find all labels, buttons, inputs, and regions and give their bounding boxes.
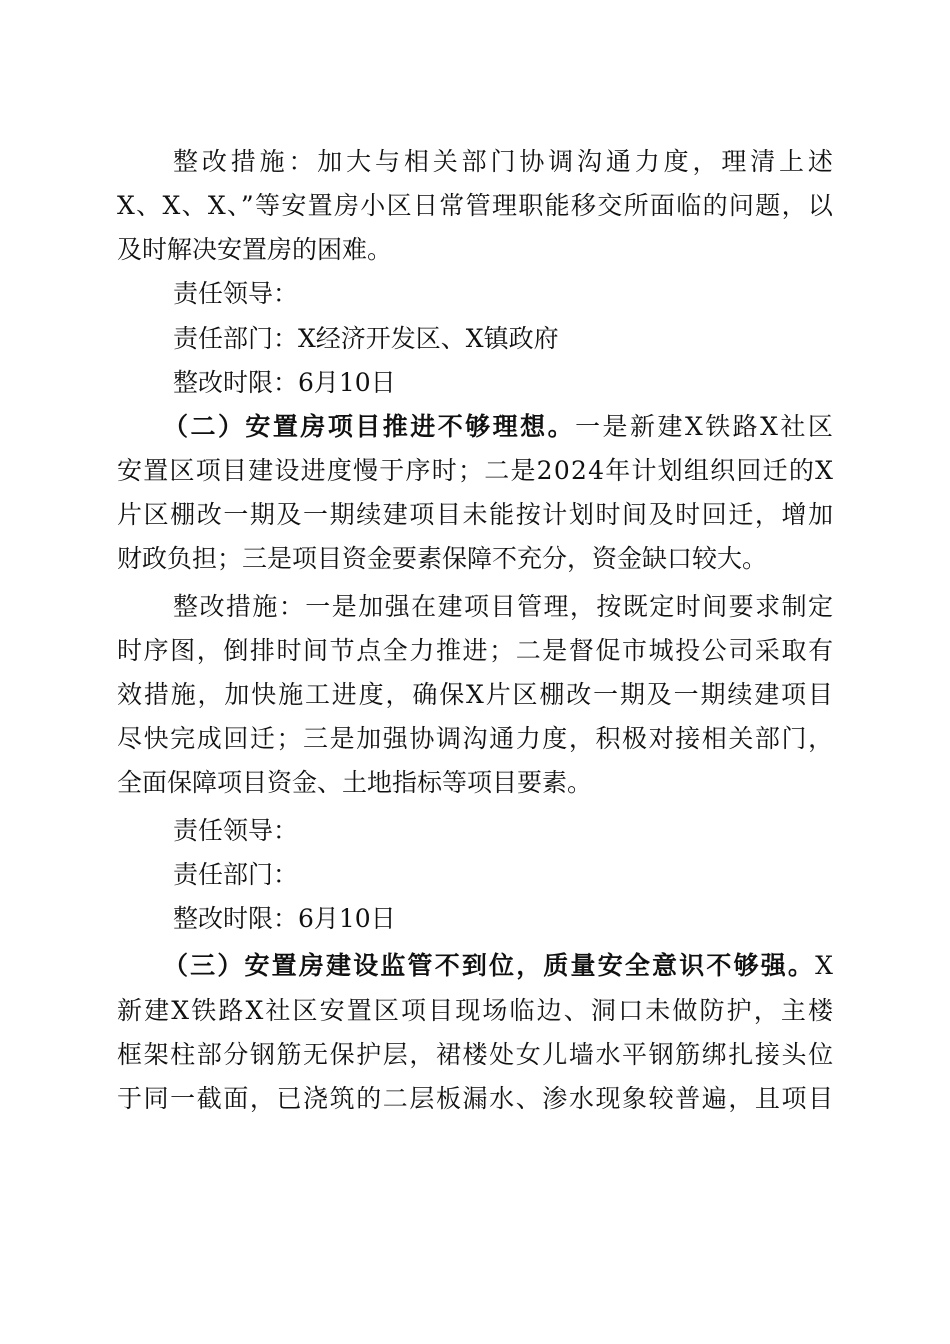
section-heading-line: （二）安置房项目推进不够理想。一是新建X铁路X社区 — [163, 412, 836, 441]
paragraph-line: 财政负担；三是项目资金要素保障不充分，资金缺口较大。 — [117, 544, 768, 573]
responsible-leader-line: 责任领导： — [173, 816, 299, 845]
paragraph-line: 于同一截面，已浇筑的二层板漏水、渗水现象较普遍，且项目 — [117, 1084, 835, 1113]
paragraph-line: 片区棚改一期及一期续建项目未能按计划时间及时回迁，增加 — [117, 500, 835, 529]
paragraph-line: 效措施，加快施工进度，确保X片区棚改一期及一期续建项目 — [117, 680, 835, 709]
deadline-line: 整改时限：6月10日 — [173, 904, 396, 933]
responsible-department-line: 责任部门： — [173, 860, 299, 889]
paragraph-line: 框架柱部分钢筋无保护层，裙楼处女儿墙水平钢筋绑扎接头位 — [117, 1040, 835, 1069]
paragraph-line: 整改措施：一是加强在建项目管理，按既定时间要求制定 — [173, 592, 835, 621]
paragraph-line: 尽快完成回迁；三是加强协调沟通力度，积极对接相关部门， — [117, 724, 835, 753]
paragraph-line: 整改措施：加大与相关部门协调沟通力度，理清上述 — [173, 147, 837, 176]
responsible-department-line: 责任部门：X经济开发区、X镇政府 — [173, 324, 559, 353]
paragraph-line: 新建X铁路X社区安置区项目现场临边、洞口未做防护，主楼 — [117, 996, 836, 1025]
section-heading-line: （三）安置房建设监管不到位，质量安全意识不够强。X — [163, 951, 836, 980]
paragraph-line: 安置区项目建设进度慢于序时；二是2024年计划组织回迁的X — [117, 456, 835, 485]
responsible-leader-line: 责任领导： — [173, 279, 299, 308]
paragraph-line: X、X、X、”等安置房小区日常管理职能移交所面临的问题，以 — [117, 191, 835, 220]
section-heading: （二）安置房项目推进不够理想。 — [163, 412, 576, 441]
paragraph-line: 时序图，倒排时间节点全力推进；二是督促市城投公司采取有 — [117, 636, 835, 665]
section-heading: （三）安置房建设监管不到位，质量安全意识不够强。 — [163, 951, 816, 980]
deadline-line: 整改时限：6月10日 — [173, 368, 396, 397]
paragraph-line: 全面保障项目资金、土地指标等项目要素。 — [117, 768, 593, 797]
paragraph-line: 及时解决安置房的困难。 — [117, 235, 393, 264]
